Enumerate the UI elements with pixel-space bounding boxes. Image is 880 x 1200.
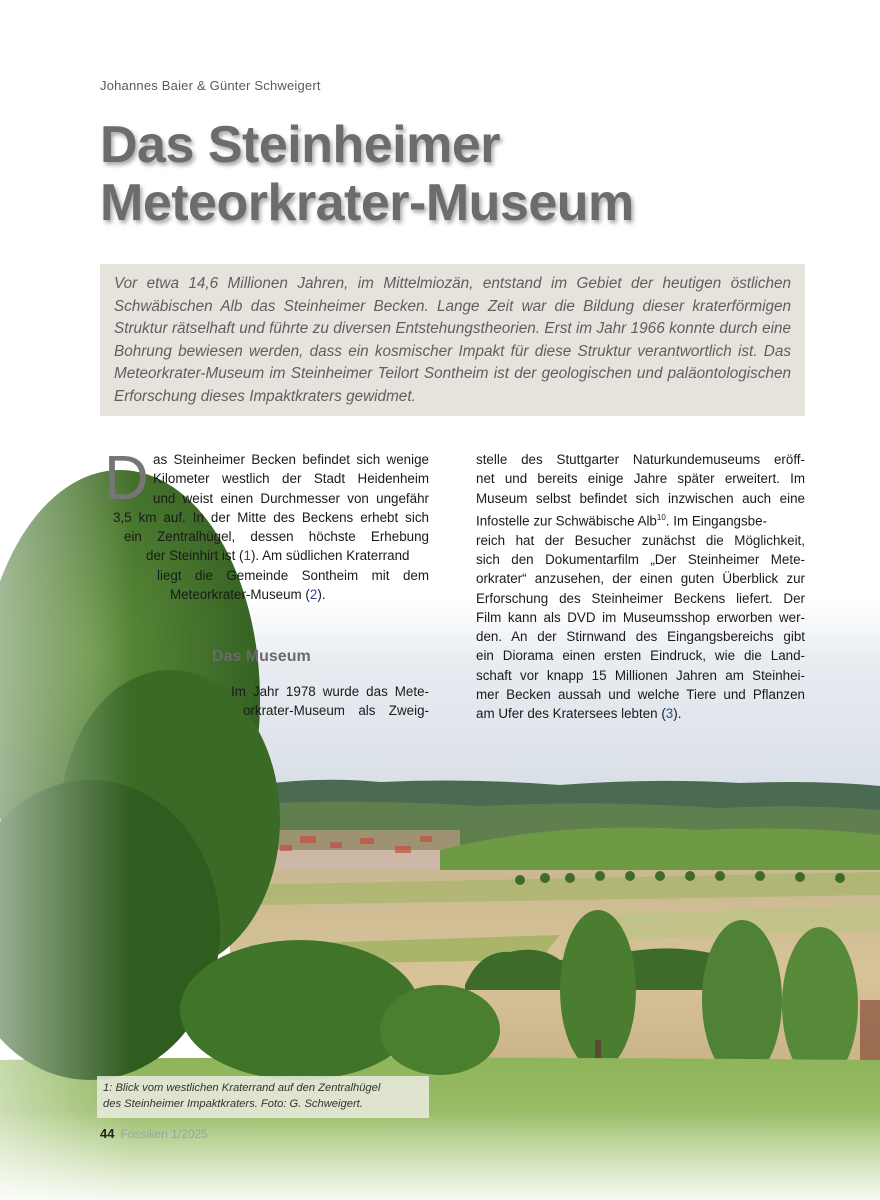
text-line: 3,5 km auf. In der Mitte des Beckens erhebt sich (113, 510, 429, 525)
drop-cap: D (104, 444, 149, 513)
column-1-mid (113, 508, 429, 527)
footnote-ref[interactable]: 10 (656, 512, 666, 522)
text-line: mer Becken aussah und welche Tiere und Pflanzen (476, 687, 805, 703)
text-line: am Ufer des Kratersees lebten (3). (476, 706, 682, 722)
text-line: Kilometer westlich der Stadt Heidenheim (153, 471, 429, 487)
page-title (100, 116, 634, 232)
column-1-line8 (170, 585, 429, 604)
text-line: reich hat der Besucher zunächst die Möglichkeit, (476, 532, 805, 548)
page-number: 44 (100, 1126, 115, 1141)
figure-ref-2[interactable]: 2 (309, 587, 318, 602)
text-line: Im Jahr 1978 wurde das Mete- (231, 684, 429, 699)
abstract-box (100, 264, 805, 416)
text-line: stelle des Stuttgarter Naturkundemuseums eröff- (476, 452, 805, 467)
text-line: den. An der Stirnwand des Eingangsbereichs gibt (476, 629, 805, 645)
caption-line-1: 1: Blick vom westlichen Kraterrand auf den Zentralhügel (103, 1082, 381, 1094)
column-1-top (153, 450, 429, 508)
journal-name: Fossilien 1/2025 (120, 1127, 208, 1141)
text-line: ein Diorama einen ersten Eindruck, wie die Land- (476, 648, 805, 664)
caption-line-2: des Steinheimer Impaktkraters. Foto: G. Schweigert. (103, 1098, 363, 1110)
section-heading-museum: Das Museum (212, 648, 311, 665)
title-line-2: Meteorkrater-Museum (100, 174, 634, 232)
column-1-museum-line2 (243, 701, 429, 720)
text-line: Film kann als DVD im Museumsshop erworben wer- (476, 609, 805, 625)
figure-ref-1[interactable]: 1 (243, 548, 251, 563)
figure-caption (97, 1076, 429, 1118)
text-line: Meteorkrater-Museum (2). (170, 587, 326, 602)
text-line: liegt die Gemeinde Sontheim mit dem (157, 568, 429, 583)
text-line: Infostelle zur Schwäbische Alb$^{10}$. Im Eingangsbe- (476, 512, 768, 529)
authors: Johannes Baier & Günter Schweigert (100, 78, 321, 93)
text-line: Erforschung des Steinheimer Beckens liefert. Der (476, 590, 805, 606)
column-1-line5 (124, 527, 429, 546)
text-line: schaft vor knapp 15 Millionen Jahren am Steinhei- (476, 667, 805, 683)
text-line: Museum selbst befindet sich inzwischen auch eine (476, 490, 805, 506)
text-line: as Steinheimer Becken befindet sich wenige (153, 452, 429, 467)
column-2 (476, 450, 805, 724)
column-1-museum-line1 (231, 682, 429, 701)
text-line: orkrater“ anzusehen, der einen guten Überblick zur (476, 571, 805, 587)
text-line: und weist einen Durchmesser von ungefähr (153, 490, 429, 506)
text-line: der Steinhirt ist (1). Am südlichen Kraterrand (146, 548, 410, 563)
column-1-line7 (157, 566, 429, 585)
column-1-line6 (146, 546, 429, 565)
page-footer (100, 1126, 208, 1141)
text-line: ein Zentralhügel, dessen höchste Erhebung (124, 529, 429, 544)
text-line: sich den Dokumentarfilm „Der Steinheimer Mete- (476, 551, 805, 567)
text-line: net und bereits einige Jahre später erweitert. Im (476, 471, 805, 487)
text-line: orkrater-Museum als Zweig- (243, 703, 429, 718)
title-line-1: Das Steinheimer (100, 116, 500, 174)
figure-ref-3[interactable]: 3 (665, 706, 674, 722)
abstract-text: Vor etwa 14,6 Millionen Jahren, im Mittelmiozän, entstand im Gebiet der heutigen östlichen Schwäbischen Alb das Steinheimer Becken. Lange Zeit war die Bildung dieser kraterförmigen Struktur rätselhaft und führte zu diversen Entstehungstheorien. Erst im Jahr 1966 konnte durch eine Bohrung bewiesen werden, dass ein kosmischer Impakt für diese Struktur verantwortlich ist. Das Meteorkrater-Museum im Steinheimer Teilort Sontheim ist der geologischen und paläontologischen Erforschung dieses Impaktkraters gewidmet. (114, 275, 791, 405)
